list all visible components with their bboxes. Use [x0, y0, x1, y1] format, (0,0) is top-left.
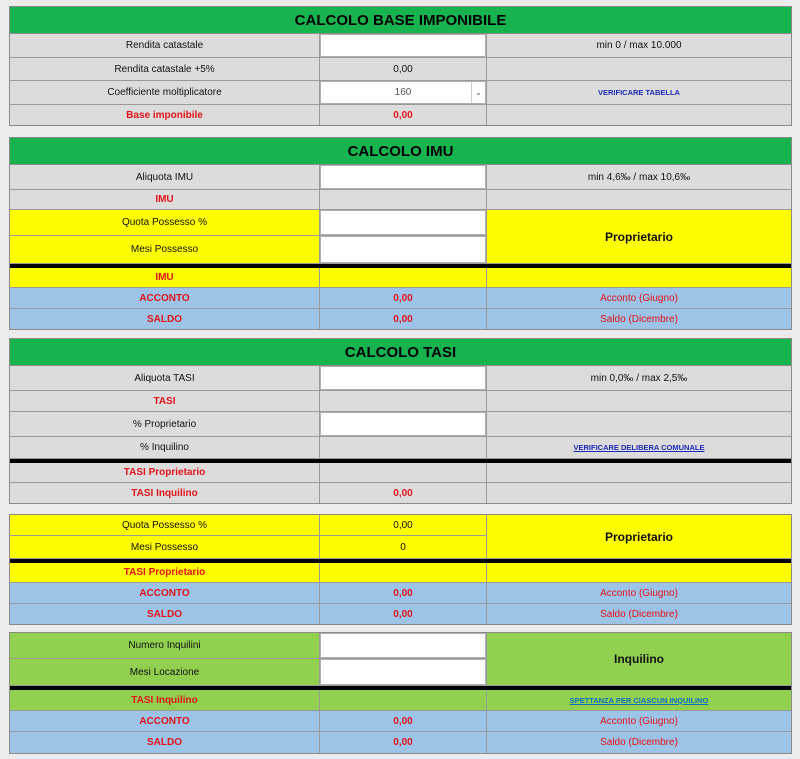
mesi-locazione-input[interactable] — [320, 659, 486, 685]
mesi-possesso-label: Mesi Possesso — [10, 236, 320, 263]
proprietario-section — [9, 514, 792, 625]
tasi-proprietario-label: TASI Proprietario — [10, 463, 320, 482]
inq-saldo-label: SALDO — [10, 732, 320, 753]
inq-saldo-value: 0,00 — [320, 732, 487, 753]
prop-tasi-label: TASI Proprietario — [10, 563, 320, 582]
tasi-title: CALCOLO TASI — [10, 339, 791, 366]
prop-acconto-value: 0,00 — [320, 583, 487, 603]
imu-saldo-label: SALDO — [10, 309, 320, 329]
spettanza-label: SPETTANZA PER CIASCUN INQUILINO — [569, 695, 709, 705]
prop-proprietario-label: Proprietario — [487, 515, 791, 558]
mesi-possesso-input[interactable] — [320, 236, 486, 263]
perc-proprietario-label: % Proprietario — [10, 412, 320, 436]
inquilino-label: Inquilino — [487, 633, 791, 685]
imu-label: IMU — [10, 190, 320, 209]
base-imponibile-label: Base imponibile — [10, 105, 320, 125]
imu-saldo-note: Saldo (Dicembre) — [600, 313, 678, 325]
perc-inquilino-label: % Inquilino — [10, 437, 320, 458]
imu-acconto-value: 0,00 — [320, 288, 487, 308]
rendita5-value: 0,00 — [320, 58, 487, 80]
prop-saldo-value: 0,00 — [320, 604, 487, 624]
inq-acconto-value: 0,00 — [320, 711, 487, 731]
base-section — [9, 6, 792, 126]
imu-saldo-value: 0,00 — [320, 309, 487, 329]
rendita5-label: Rendita catastale +5% — [10, 58, 320, 80]
perc-proprietario-input[interactable] — [320, 412, 486, 436]
tasi-inquilino-label: TASI Inquilino — [10, 483, 320, 503]
imu-section — [9, 137, 792, 330]
inq-acconto-label: ACCONTO — [10, 711, 320, 731]
base-imponibile-value: 0,00 — [320, 105, 487, 125]
prop-quota-label: Quota Possesso % — [10, 515, 320, 535]
prop-mesi-label: Mesi Possesso — [10, 536, 320, 558]
tasi-label: TASI — [10, 391, 320, 411]
verificare-tabella-link[interactable]: VERIFICARE TABELLA — [598, 88, 680, 97]
mesi-locazione-label: Mesi Locazione — [10, 659, 320, 685]
imu-acconto-note: Acconto (Giugno) — [600, 292, 678, 304]
chevron-down-icon[interactable]: ⌄ — [471, 82, 485, 103]
imu-title: CALCOLO IMU — [10, 138, 791, 165]
aliquota-tasi-input[interactable] — [320, 366, 486, 390]
tasi-section — [9, 338, 792, 504]
rendita-label: Rendita catastale — [10, 34, 320, 57]
inq-saldo-note: Saldo (Dicembre) — [600, 737, 678, 748]
base-title: CALCOLO BASE IMPONIBILE — [10, 7, 791, 34]
numero-inquilini-input[interactable] — [320, 633, 486, 658]
prop-saldo-note: Saldo (Dicembre) — [600, 608, 678, 620]
coeff-value: 160 — [394, 87, 412, 98]
aliquota-imu-label: Aliquota IMU — [10, 165, 320, 189]
aliquota-imu-input[interactable] — [320, 165, 486, 189]
inq-acconto-note: Acconto (Giugno) — [600, 715, 678, 727]
imu-proprietario-label: Proprietario — [487, 210, 791, 263]
tasi-inquilino-value: 0,00 — [320, 483, 487, 503]
inq-tasi-label: TASI Inquilino — [10, 690, 320, 710]
imu-acconto-label: ACCONTO — [10, 288, 320, 308]
quota-possesso-label: Quota Possesso % — [10, 210, 320, 235]
rendita-input[interactable] — [320, 34, 486, 57]
prop-acconto-label: ACCONTO — [10, 583, 320, 603]
prop-mesi-value: 0 — [320, 536, 487, 558]
quota-possesso-input[interactable] — [320, 210, 486, 235]
rendita-note: min 0 / max 10.000 — [596, 40, 682, 51]
coeff-label: Coefficiente moltiplicatore — [10, 81, 320, 104]
coeff-select[interactable] — [320, 81, 486, 104]
prop-quota-value: 0,00 — [320, 515, 487, 535]
numero-inquilini-label: Numero Inquilini — [10, 633, 320, 658]
prop-saldo-label: SALDO — [10, 604, 320, 624]
aliquota-tasi-label: Aliquota TASI — [10, 366, 320, 390]
inquilino-section — [9, 632, 792, 754]
imu-total-label: IMU — [10, 268, 320, 287]
aliquota-tasi-note: min 0,0‰ / max 2,5‰ — [590, 372, 688, 384]
prop-acconto-note: Acconto (Giugno) — [600, 587, 678, 599]
verificare-delibera-link[interactable]: VERIFICARE DELIBERA COMUNALE — [573, 443, 705, 452]
aliquota-imu-note: min 4,6‰ / max 10,6‰ — [587, 171, 691, 183]
